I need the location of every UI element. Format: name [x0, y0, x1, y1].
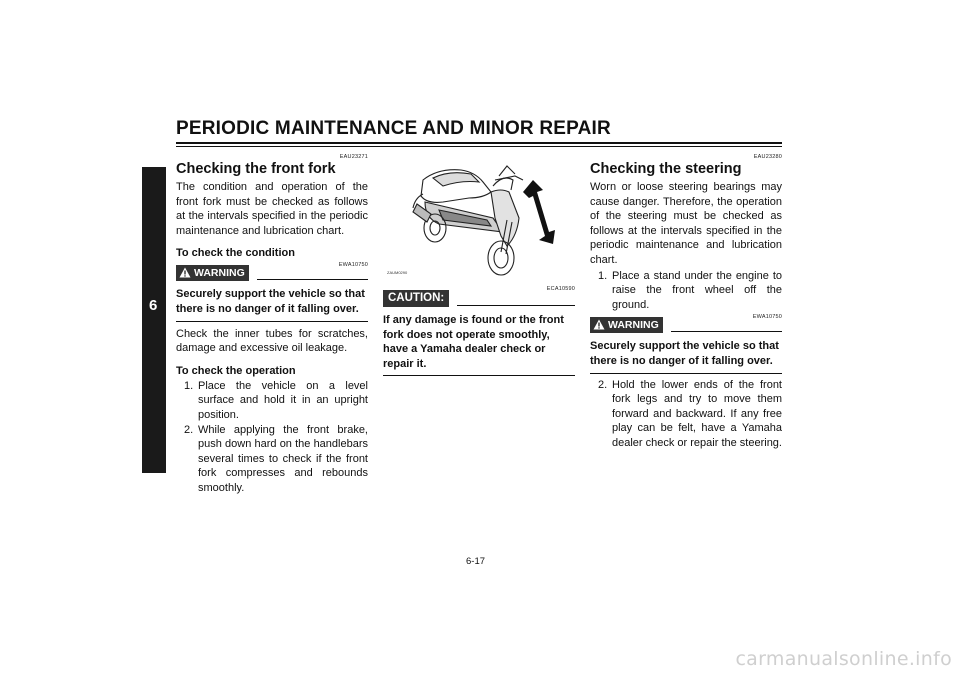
intro-text: The condition and operation of the front fork must be checked as follows at the intervals specified in the periodic maintenance and lubrication chart.: [176, 181, 368, 237]
scooter-illustration: [383, 158, 575, 282]
steps-list: [590, 378, 782, 451]
warning-badge: [590, 317, 663, 333]
subheading-condition: To check the condition: [176, 247, 295, 260]
column-steering: [590, 150, 782, 451]
caution-rule: [457, 305, 575, 306]
column-figure: [383, 156, 575, 376]
caution-text: If any damage is found or the front fork does not operate smoothly, have a Yamaha dealer check or repair it.: [383, 313, 575, 376]
warning-rule: [257, 279, 368, 280]
warning-rule: [671, 331, 782, 332]
page-title: PERIODIC MAINTENANCE AND MINOR REPAIR: [176, 118, 611, 139]
intro-text: Worn or loose steering bearings may cause danger. Therefore, the operation of the steering must be checked as follows at the intervals specified in the periodic maintenance and lubrication chart.: [590, 181, 782, 266]
warning-text: Securely support the vehicle so that there is no danger of it falling over.: [590, 339, 782, 373]
page-number: 6-17: [466, 556, 486, 567]
list-item: 1. Place the vehicle on a level surface and hold it in an upright position.: [184, 379, 368, 421]
section-title: Checking the steering: [590, 161, 742, 177]
warning-triangle-icon: [593, 319, 605, 330]
warning-triangle-icon: [179, 267, 191, 278]
warning-code: EWA10750: [752, 314, 782, 321]
chapter-number: 6: [149, 297, 158, 314]
list-item: 1. Place a stand under the engine to raise the front wheel off the ground.: [598, 269, 782, 311]
list-item: 2. Hold the lower ends of the front fork legs and try to move them forward and backward. If any free play can be felt, have a Yamaha dealer check or repair the steering.: [598, 378, 782, 449]
subheading-operation: To check the operation: [176, 364, 296, 377]
figure-label: ZAUM0290: [387, 270, 408, 275]
warning-label: WARNING: [194, 266, 245, 279]
header-rule: [176, 146, 782, 147]
body-text: Check the inner tubes for scratches, damage and excessive oil leakage.: [176, 327, 368, 355]
column-front-fork: [176, 150, 368, 496]
scooter-drawing: [383, 158, 575, 282]
warning-text: Securely support the vehicle so that there is no danger of it falling over.: [176, 287, 368, 321]
steps-list: [590, 269, 782, 313]
fork-motion-arrow-icon: [523, 180, 555, 244]
warning-label: WARNING: [608, 318, 659, 331]
list-item: 2. While applying the front brake, push down hard on the handlebars several times to check if the front fork compresses and rebounds smoothly.: [184, 423, 368, 494]
section-code: EAU23280: [753, 154, 782, 160]
page-header: [176, 118, 782, 144]
caution-badge: CAUTION:: [383, 290, 449, 307]
caution-box: [383, 290, 575, 376]
warning-box: [590, 314, 782, 373]
section-code: EAU23271: [339, 154, 368, 160]
warning-code: EWA10750: [338, 262, 368, 269]
chapter-tab: [142, 167, 166, 473]
watermark: carmanualsonline.info: [735, 648, 952, 670]
section-title: Checking the front fork: [176, 161, 336, 177]
steps-list: [176, 379, 368, 496]
caution-code: ECA10590: [546, 286, 575, 292]
warning-badge: [176, 265, 249, 281]
warning-box: [176, 262, 368, 321]
